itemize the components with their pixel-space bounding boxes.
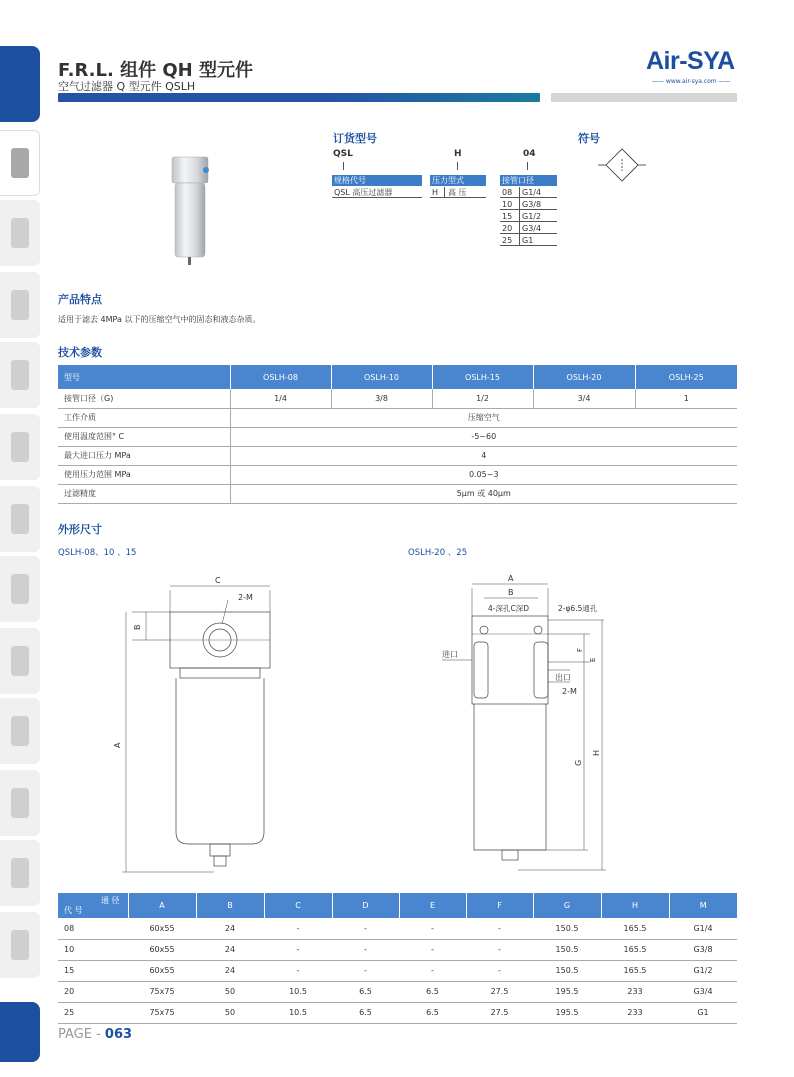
spec-cell: 5μm 或 40μm [230, 484, 737, 503]
actuator-icon [11, 504, 29, 534]
table-cell: - [264, 960, 332, 981]
dim-label-e: E [589, 657, 597, 662]
table-cell: 60x55 [128, 939, 196, 960]
table-cell: 150.5 [533, 939, 601, 960]
spec-row [58, 389, 737, 408]
left-drawing-caption: QSLH-08、10 、15 [58, 548, 137, 558]
table-cell: - [332, 939, 399, 960]
table-cell: 08 [58, 918, 128, 939]
order-stem [343, 162, 344, 170]
brand-url: —— www.air-sya.com —— [652, 78, 731, 85]
order-cell: 20 [500, 223, 557, 234]
dimension-header: C [264, 893, 332, 918]
sidebar-tab-fitting[interactable] [0, 342, 40, 408]
table-cell: - [332, 918, 399, 939]
table-cell: 60x55 [128, 960, 196, 981]
order-cell: 10 [500, 199, 557, 210]
order-cell: H [430, 187, 486, 198]
solenoid-icon [11, 432, 29, 462]
table-cell: 6.5 [332, 1002, 399, 1023]
table-cell: 24 [196, 960, 264, 981]
table-row [58, 960, 737, 981]
table-cell: 24 [196, 918, 264, 939]
dimension-header: D [332, 893, 399, 918]
regulator-icon [11, 574, 29, 604]
table-cell: 50 [196, 1002, 264, 1023]
spec-row [58, 484, 737, 503]
dim-label-hole: 4-深孔C深D [488, 604, 529, 613]
table-cell: 195.5 [533, 981, 601, 1002]
spec-row [58, 427, 737, 446]
dimension-header-row [58, 893, 737, 918]
order-cell: QSL 高压过滤器 [332, 187, 422, 198]
specs-title: 技术参数 [58, 346, 102, 359]
dim-label-g: G [574, 759, 583, 766]
order-cell: 15 [500, 211, 557, 222]
dimension-header: E [399, 893, 466, 918]
order-stem [457, 162, 458, 170]
sidebar-accent-top [0, 46, 40, 122]
dimension-corner [58, 893, 128, 918]
cylinder-icon [11, 716, 29, 746]
dim-label-inlet: 进口 [442, 650, 458, 659]
table-cell: 6.5 [399, 981, 466, 1002]
order-code-pressure: H [454, 149, 462, 159]
order-group-header: 规格代号 [332, 175, 422, 186]
table-cell: 25 [58, 1002, 128, 1023]
order-cell: G1 [522, 236, 534, 245]
spec-label: 使用温度范围° C [58, 427, 230, 446]
spec-cell: 1/4 [230, 389, 331, 408]
table-cell: 75x75 [128, 1002, 196, 1023]
spec-cell: 4 [230, 446, 737, 465]
order-cell: G1/2 [522, 212, 542, 221]
spec-header: OSLH-10 [331, 365, 432, 389]
table-cell: - [466, 939, 533, 960]
ordering-title: 订货型号 [333, 132, 377, 145]
fitting-icon [11, 360, 29, 390]
spec-cell: 1/2 [432, 389, 533, 408]
order-group-header: 接管口径 [500, 175, 557, 186]
spec-label: 使用压力范围 MPa [58, 465, 230, 484]
spec-cell: 3/4 [533, 389, 635, 408]
header-bar-gray [551, 93, 737, 102]
corner-top-label: 通 径 [100, 896, 120, 905]
page-number [58, 1027, 132, 1042]
order-group-header: 压力型式 [430, 175, 486, 186]
spec-label: 接管口径（G) [58, 389, 230, 408]
spec-row [58, 465, 737, 484]
table-cell: 165.5 [601, 939, 669, 960]
lubricator-icon [11, 858, 29, 888]
sidebar-tab-actuator[interactable] [0, 486, 40, 552]
table-cell: 165.5 [601, 960, 669, 981]
order-cell: G1/4 [522, 188, 542, 197]
spec-cell: -5~60 [230, 427, 737, 446]
table-cell: 27.5 [466, 1002, 533, 1023]
table-row [58, 981, 737, 1002]
dim-label-a: A [113, 742, 122, 748]
table-cell: - [264, 939, 332, 960]
page-prefix: PAGE - [58, 1027, 105, 1042]
order-cell: 08 [500, 187, 557, 198]
spec-label: 最大进口压力 MPa [58, 446, 230, 465]
table-row [58, 918, 737, 939]
dimension-table [58, 893, 737, 1024]
page-title: F.R.L. 组件 QH 型元件 [58, 60, 253, 81]
spec-cell: 1 [635, 389, 737, 408]
spec-cell: 3/8 [331, 389, 432, 408]
spec-header: OSLH-20 [533, 365, 635, 389]
spec-header: OSLH-25 [635, 365, 737, 389]
table-cell: 165.5 [601, 918, 669, 939]
dim-label-b: B [133, 624, 142, 630]
order-cell: G3/8 [522, 200, 542, 209]
order-code-series: QSL [333, 149, 353, 159]
table-cell: 10.5 [264, 981, 332, 1002]
table-cell: 27.5 [466, 981, 533, 1002]
sidebar-tab-filter[interactable] [0, 200, 40, 266]
product-image [170, 155, 210, 267]
table-cell: 20 [58, 981, 128, 1002]
dimension-header: G [533, 893, 601, 918]
table-cell: 75x75 [128, 981, 196, 1002]
table-cell: 150.5 [533, 960, 601, 981]
spec-header: OSLH-15 [432, 365, 533, 389]
order-divider [519, 187, 520, 246]
order-code-port: 04 [523, 149, 536, 159]
sidebar-tab-lubricator[interactable] [0, 840, 40, 906]
sidebar-accent-bottom [0, 1002, 40, 1062]
right-dimension-drawing [438, 570, 618, 876]
dim-label-m: 2-M [562, 687, 577, 696]
table-cell: - [399, 918, 466, 939]
order-cell: G3/4 [522, 224, 542, 233]
header-bar [58, 93, 540, 102]
sidebar-tab-pump[interactable] [0, 770, 40, 836]
dim-label-m: 2-M [238, 593, 253, 602]
table-cell: 150.5 [533, 918, 601, 939]
table-cell: - [466, 960, 533, 981]
dimension-header: F [466, 893, 533, 918]
dim-label-c: C [215, 576, 221, 585]
dim-label-f: F [576, 647, 584, 652]
spec-header: 型号 [58, 365, 230, 389]
dimension-header: A [128, 893, 196, 918]
spec-header-row [58, 365, 737, 389]
order-divider [444, 187, 445, 198]
dim-label-through: 2-φ6.5通孔 [558, 604, 598, 613]
order-cell: 高 压 [448, 188, 467, 197]
order-cell: 25 [500, 235, 557, 246]
page-number-value: 063 [104, 1027, 133, 1042]
table-cell: 6.5 [332, 981, 399, 1002]
spec-label: 过滤精度 [58, 484, 230, 503]
page-subtitle: 空气过滤器 Q 型元件 QSLH [58, 80, 196, 93]
table-cell: - [399, 960, 466, 981]
valve-icon [11, 290, 29, 320]
table-row [58, 939, 737, 960]
table-cell: G1 [669, 1002, 737, 1023]
pump-icon [11, 788, 29, 818]
sidebar-tab-valve[interactable] [0, 272, 40, 338]
table-cell: 10 [58, 939, 128, 960]
left-dimension-drawing [110, 572, 285, 884]
table-cell: - [399, 939, 466, 960]
table-cell: 50 [196, 981, 264, 1002]
brand-logo: Air-SYA [646, 47, 735, 75]
sidebar-tab-frl[interactable] [0, 130, 40, 196]
spec-cell: 0.05~3 [230, 465, 737, 484]
sidebar-tab-cylinder[interactable] [0, 698, 40, 764]
filter-symbol-icon [598, 147, 646, 183]
table-cell: G1/4 [669, 918, 737, 939]
frl-unit-icon [11, 148, 29, 178]
spec-cell: 压缩空气 [230, 408, 737, 427]
order-stem [527, 162, 528, 170]
table-cell: 6.5 [399, 1002, 466, 1023]
dimension-header: M [669, 893, 737, 918]
table-cell: G1/2 [669, 960, 737, 981]
gripper-icon [11, 930, 29, 960]
spec-row [58, 446, 737, 465]
sidebar-tab-regulator[interactable] [0, 556, 40, 622]
table-cell: 15 [58, 960, 128, 981]
table-cell: 24 [196, 939, 264, 960]
sidebar-tab-gripper[interactable] [0, 912, 40, 978]
table-cell: 233 [601, 1002, 669, 1023]
dim-label-a: A [508, 574, 514, 583]
table-row [58, 1002, 737, 1023]
symbol-title: 符号 [578, 132, 600, 145]
table-cell: - [264, 918, 332, 939]
table-cell: - [466, 918, 533, 939]
table-cell: - [332, 960, 399, 981]
dim-label-h: H [592, 749, 601, 756]
dimensions-title: 外形尺寸 [58, 523, 102, 536]
dimension-header: H [601, 893, 669, 918]
table-cell: G3/8 [669, 939, 737, 960]
spec-label: 工作介质 [58, 408, 230, 427]
manifold-icon [11, 646, 29, 676]
dim-label-b: B [508, 588, 514, 597]
table-cell: 10.5 [264, 1002, 332, 1023]
sidebar-tab-manifold[interactable] [0, 628, 40, 694]
filter-icon [11, 218, 29, 248]
dimension-header: B [196, 893, 264, 918]
table-cell: G3/4 [669, 981, 737, 1002]
spec-header: OSLH-08 [230, 365, 331, 389]
features-text: 适用于滤去 4MPa 以下的压缩空气中的固态和液态杂质。 [58, 315, 261, 324]
spec-row [58, 408, 737, 427]
corner-bottom-label: 代 号 [64, 906, 83, 915]
dim-label-outlet: 出口 [555, 673, 571, 682]
table-cell: 60x55 [128, 918, 196, 939]
spec-table [58, 365, 737, 504]
sidebar-tab-solenoid[interactable] [0, 414, 40, 480]
table-cell: 233 [601, 981, 669, 1002]
right-drawing-caption: OSLH-20 、25 [408, 548, 468, 558]
features-title: 产品特点 [58, 293, 102, 306]
table-cell: 195.5 [533, 1002, 601, 1023]
